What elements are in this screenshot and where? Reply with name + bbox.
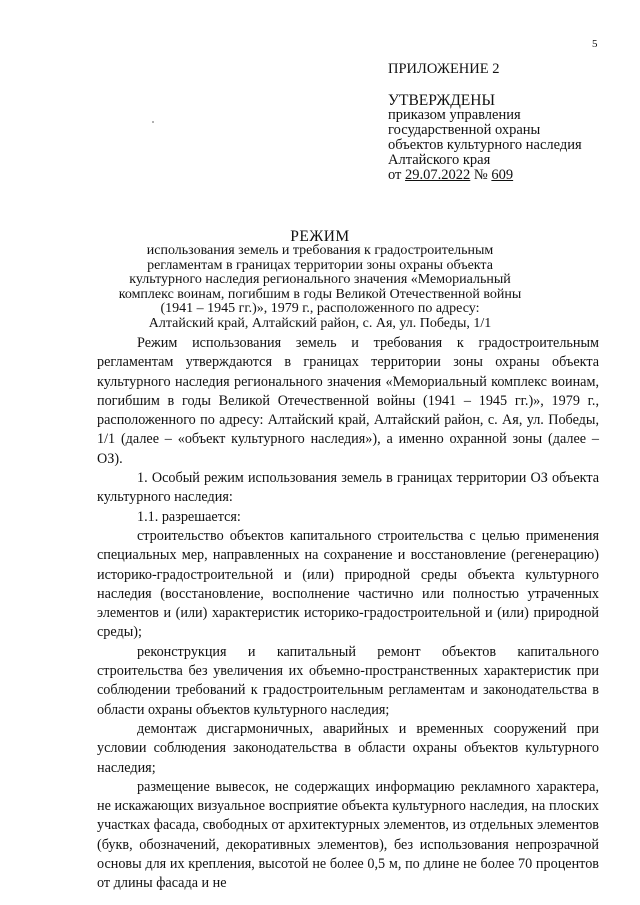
document-title: РЕЖИМ xyxy=(290,228,350,245)
approval-line: государственной охраны xyxy=(388,122,541,138)
paragraph-intro: Режим использования земель и требования к градостроительным регламентам утверждаются в границах территории зоны охраны объекта культурного наследия регионального значения «Мемориальный комплекс воинам, погибшим в годы Великой Отечественной войны (1941 – 1945 гг.)», 1979 г., расположенного по адресу: Алтайский край, Алтайский район, с. Ая, ул. Победы, 1/1 (далее – «объект культурного наследия»), а именно охранной зоны (далее – ОЗ). xyxy=(97,335,599,467)
subtitle-line: регламентам в границах территории зоны охраны объекта xyxy=(147,257,493,273)
subtitle-line: Алтайский край, Алтайский район, с. Ая, ул. Победы, 1/1 xyxy=(148,315,492,331)
approval-date: 29.07.2022 xyxy=(405,167,471,183)
paragraph-item: строительство объектов капитального строительства с целью применения специальных мер, направленных на сохранение и восстановление (регенерацию) историко-градостроительной и (или) природной среды объекта культурного наследия (восстановление, восполнение частично или полностью утраченных элементов и (или) характеристик историко-градостроительной и (или) природной среды); xyxy=(97,527,599,641)
approval-number: 609 xyxy=(491,167,514,183)
appendix-heading: ПРИЛОЖЕНИЕ 2 xyxy=(388,61,500,77)
subtitle-line: комплекс воинам, погибшим в годы Великой Отечественной войны xyxy=(118,286,522,302)
approval-line: объектов культурного наследия xyxy=(388,137,582,153)
subtitle-line: культурного наследия регионального значения «Мемориальный xyxy=(129,272,511,287)
paragraph-section-1-1: 1.1. разрешается: xyxy=(137,508,241,525)
approval-date-line xyxy=(388,168,628,183)
subtitle-line: (1941 – 1945 гг.)», 1979 г., расположенного по адресу: xyxy=(160,301,480,316)
paragraph-item: демонтаж дисгармоничных, аварийных и временных сооружений при условии соблюдения законодательства в области охраны объектов культурного наследия; xyxy=(97,720,599,776)
approval-line: Алтайского края xyxy=(388,152,491,168)
paragraph-item: размещение вывесок, не содержащих информацию рекламного характера, не искажающих визуальное восприятие объекта культурного наследия, на плоских участках фасада, свободных от архитектурных элементов, из отдельных элементов (букв, обозначений, декоративных элементов), без использования непрозрачной основы для их крепления, высотой не более 0,5 м, по длине не более 70 процентов от длины фасада и не xyxy=(97,778,599,892)
document-subtitle xyxy=(110,244,530,331)
paragraph-section-1: 1. Особый режим использования земель в границах территории ОЗ объекта культурного наследия: xyxy=(97,470,599,506)
document-body xyxy=(97,334,599,894)
paragraph-item: реконструкция и капитальный ремонт объектов капитального строительства без увеличения их объемно-пространственных характеристик при соблюдении требований к градостроительным регламентам и законодательства в области охраны объектов культурного наследия; xyxy=(97,643,599,718)
scan-speck xyxy=(152,121,154,123)
date-prefix: от xyxy=(388,167,406,183)
page-number: 5 xyxy=(592,38,598,50)
approved-heading: УТВЕРЖДЕНЫ xyxy=(388,92,495,109)
approval-line: приказом управления xyxy=(388,107,521,123)
approval-block xyxy=(388,62,628,183)
subtitle-line: использования земель и требования к градостроительным xyxy=(146,243,494,258)
number-prefix: № xyxy=(470,167,492,183)
